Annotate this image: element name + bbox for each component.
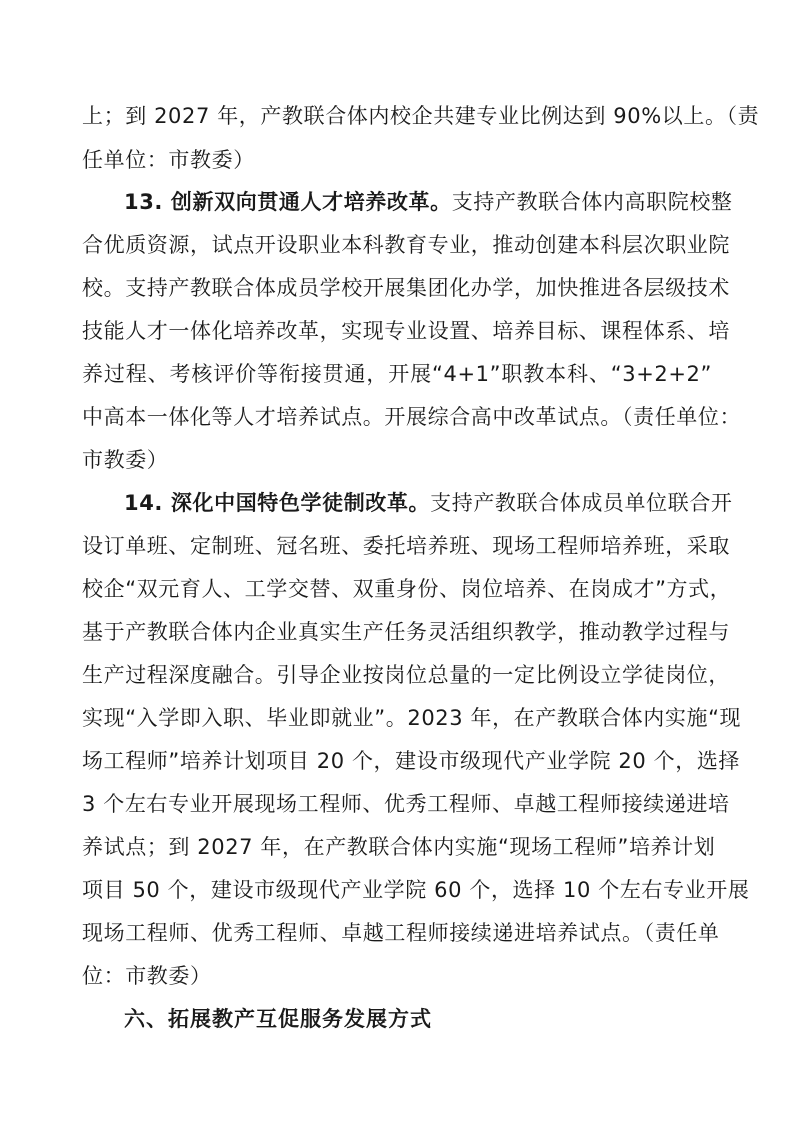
paragraph-line: 位：市教委） (82, 964, 212, 988)
paragraph-text: 支持产教联合体成员单位联合开 (430, 491, 733, 515)
paragraph-line: 中高本一体化等人才培养试点。开展综合高中改革试点。（责任单位： (82, 405, 742, 429)
paragraph-line: 技能人才一体化培养改革，实现专业设置、培养目标、课程体系、培 (82, 319, 730, 343)
paragraph-line: 现场工程师、优秀工程师、卓越工程师接续递进培养试点。（责任单 (82, 921, 720, 945)
paragraph-line: 项目 50 个，建设市级现代产业学院 60 个，选择 10 个左右专业开展 (82, 878, 750, 902)
item-14-title: 14. 深化中国特色学徒制改革。 (124, 491, 431, 515)
paragraph-line: 养试点；到 2027 年，在产教联合体内实施“现场工程师”培养计划 (82, 835, 716, 859)
paragraph-line: 市教委） (82, 448, 169, 472)
paragraph-line: 校。支持产教联合体成员学校开展集团化办学，加快推进各层级技术 (82, 276, 730, 300)
paragraph-text: 支持产教联合体内高职院校整 (451, 190, 733, 214)
section-heading: 六、拓展教产互促服务发展方式 (124, 1007, 432, 1031)
paragraph-line: 校企“双元育人、工学交替、双重身份、岗位培养、在岗成才”方式， (82, 577, 732, 601)
item-14-first-line (124, 489, 733, 517)
paragraph-line: 设订单班、定制班、冠名班、委托培养班、现场工程师培养班，采取 (82, 534, 730, 558)
paragraph-line: 任单位：市教委） (82, 148, 255, 172)
paragraph-line: 基于产教联合体内企业真实生产任务灵活组织教学，推动教学过程与 (82, 620, 730, 644)
paragraph-line: 上；到 2027 年，产教联合体内校企共建专业比例达到 90%以上。（责 (82, 104, 760, 128)
paragraph-line: 养过程、考核评价等衔接贯通，开展“4+1”职教本科、“3+2+2” (82, 362, 712, 386)
item-13-title: 13. 创新双向贯通人才培养改革。 (124, 190, 452, 214)
paragraph-line: 合优质资源，试点开设职业本科教育专业，推动创建本科层次职业院 (82, 233, 730, 257)
paragraph-line: 生产过程深度融合。引导企业按岗位总量的一定比例设立学徒岗位， (82, 663, 730, 687)
paragraph-line: 实现“入学即入职、毕业即就业”。2023 年，在产教联合体内实施“现 (82, 706, 742, 730)
paragraph-line: 3 个左右专业开展现场工程师、优秀工程师、卓越工程师接续递进培 (82, 792, 730, 816)
paragraph-line: 场工程师”培养计划项目 20 个，建设市级现代产业学院 20 个，选择 (82, 749, 741, 773)
item-13-first-line (124, 188, 733, 216)
